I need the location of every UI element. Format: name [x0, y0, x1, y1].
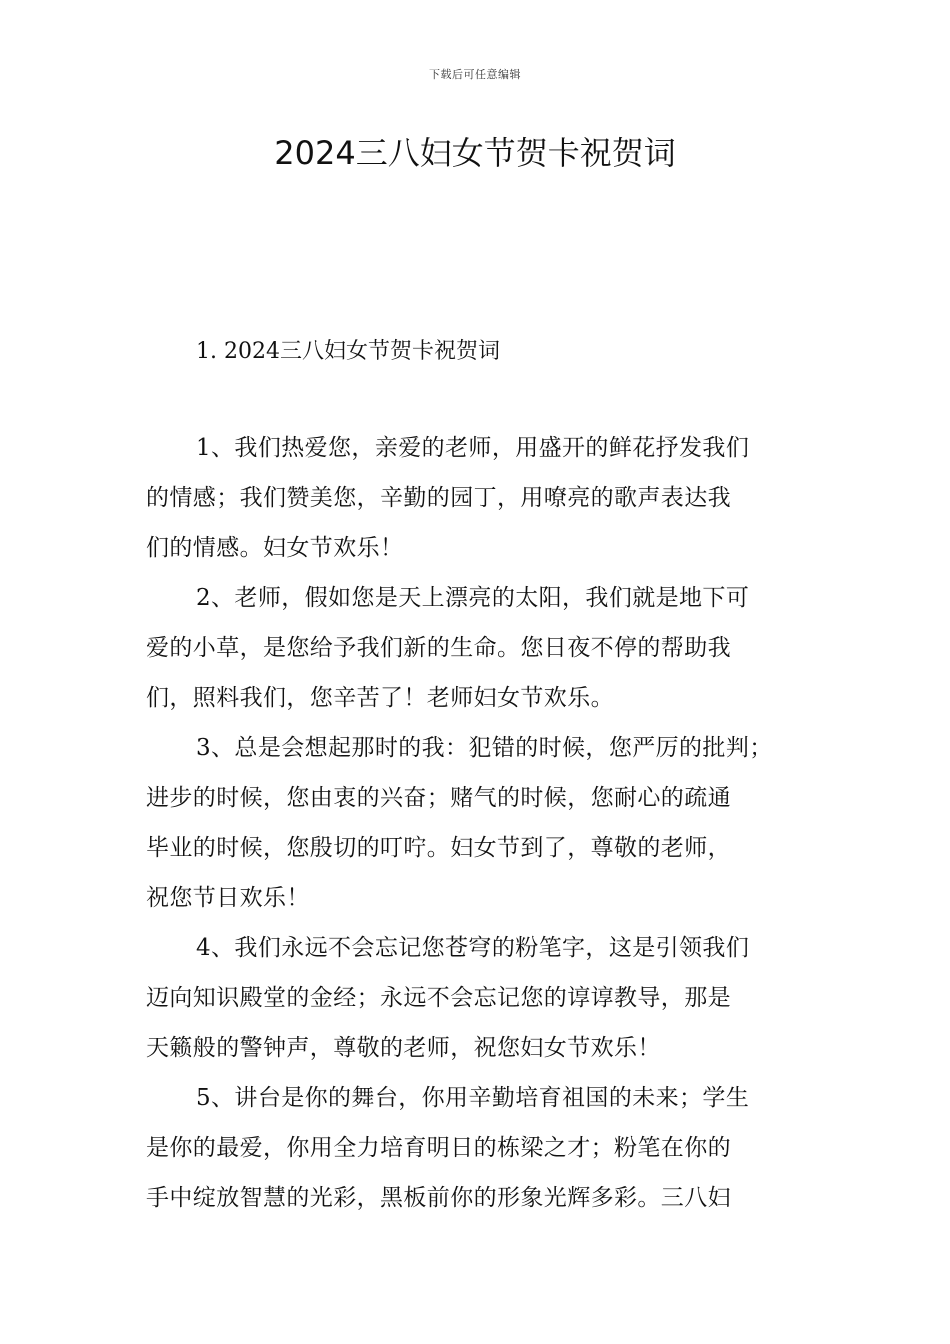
paragraph [146, 423, 826, 573]
paragraph-line: 5、讲台是你的舞台，你用辛勤培育祖国的未来；学生 [196, 1085, 750, 1111]
section-heading: 1. 2024三八妇女节贺卡祝贺词 [196, 339, 500, 364]
document-body [146, 423, 826, 1223]
paragraph-line: 们的情感。妇女节欢乐！ [146, 535, 404, 561]
paragraph-line: 2、老师，假如您是天上漂亮的太阳，我们就是地下可 [196, 585, 750, 611]
paragraph-line: 进步的时候，您由衷的兴奋；赌气的时候，您耐心的疏通 [146, 785, 731, 811]
paragraph [146, 923, 826, 1073]
paragraph-line: 的情感；我们赞美您，辛勤的园丁，用嘹亮的歌声表达我 [146, 485, 731, 511]
paragraph-line: 手中绽放智慧的光彩，黑板前你的形象光辉多彩。三八妇 [146, 1185, 731, 1211]
paragraph [146, 723, 826, 923]
paragraph [146, 573, 826, 723]
paragraph-line: 是你的最爱，你用全力培育明日的栋梁之才；粉笔在你的 [146, 1135, 731, 1161]
paragraph-line: 天籁般的警钟声，尊敬的老师，祝您妇女节欢乐！ [146, 1035, 661, 1061]
paragraph-line: 4、我们永远不会忘记您苍穹的粉笔字，这是引领我们 [196, 935, 750, 961]
paragraph-line: 毕业的时候，您殷切的叮咛。妇女节到了，尊敬的老师， [146, 835, 731, 861]
paragraph [146, 1073, 826, 1223]
paragraph-line: 3、总是会想起那时的我：犯错的时候，您严厉的批判； [196, 735, 773, 761]
header-note: 下载后可任意编辑 [429, 68, 521, 81]
paragraph-line: 祝您节日欢乐！ [146, 885, 310, 911]
paragraph-line: 爱的小草，是您给予我们新的生命。您日夜不停的帮助我 [146, 635, 731, 661]
paragraph-line: 们，照料我们，您辛苦了！老师妇女节欢乐。 [146, 685, 614, 711]
paragraph-line: 迈向知识殿堂的金经；永远不会忘记您的谆谆教导，那是 [146, 985, 731, 1011]
paragraph-line: 1、我们热爱您，亲爱的老师，用盛开的鲜花抒发我们 [196, 435, 750, 461]
document-title: 2024三八妇女节贺卡祝贺词 [274, 134, 676, 172]
